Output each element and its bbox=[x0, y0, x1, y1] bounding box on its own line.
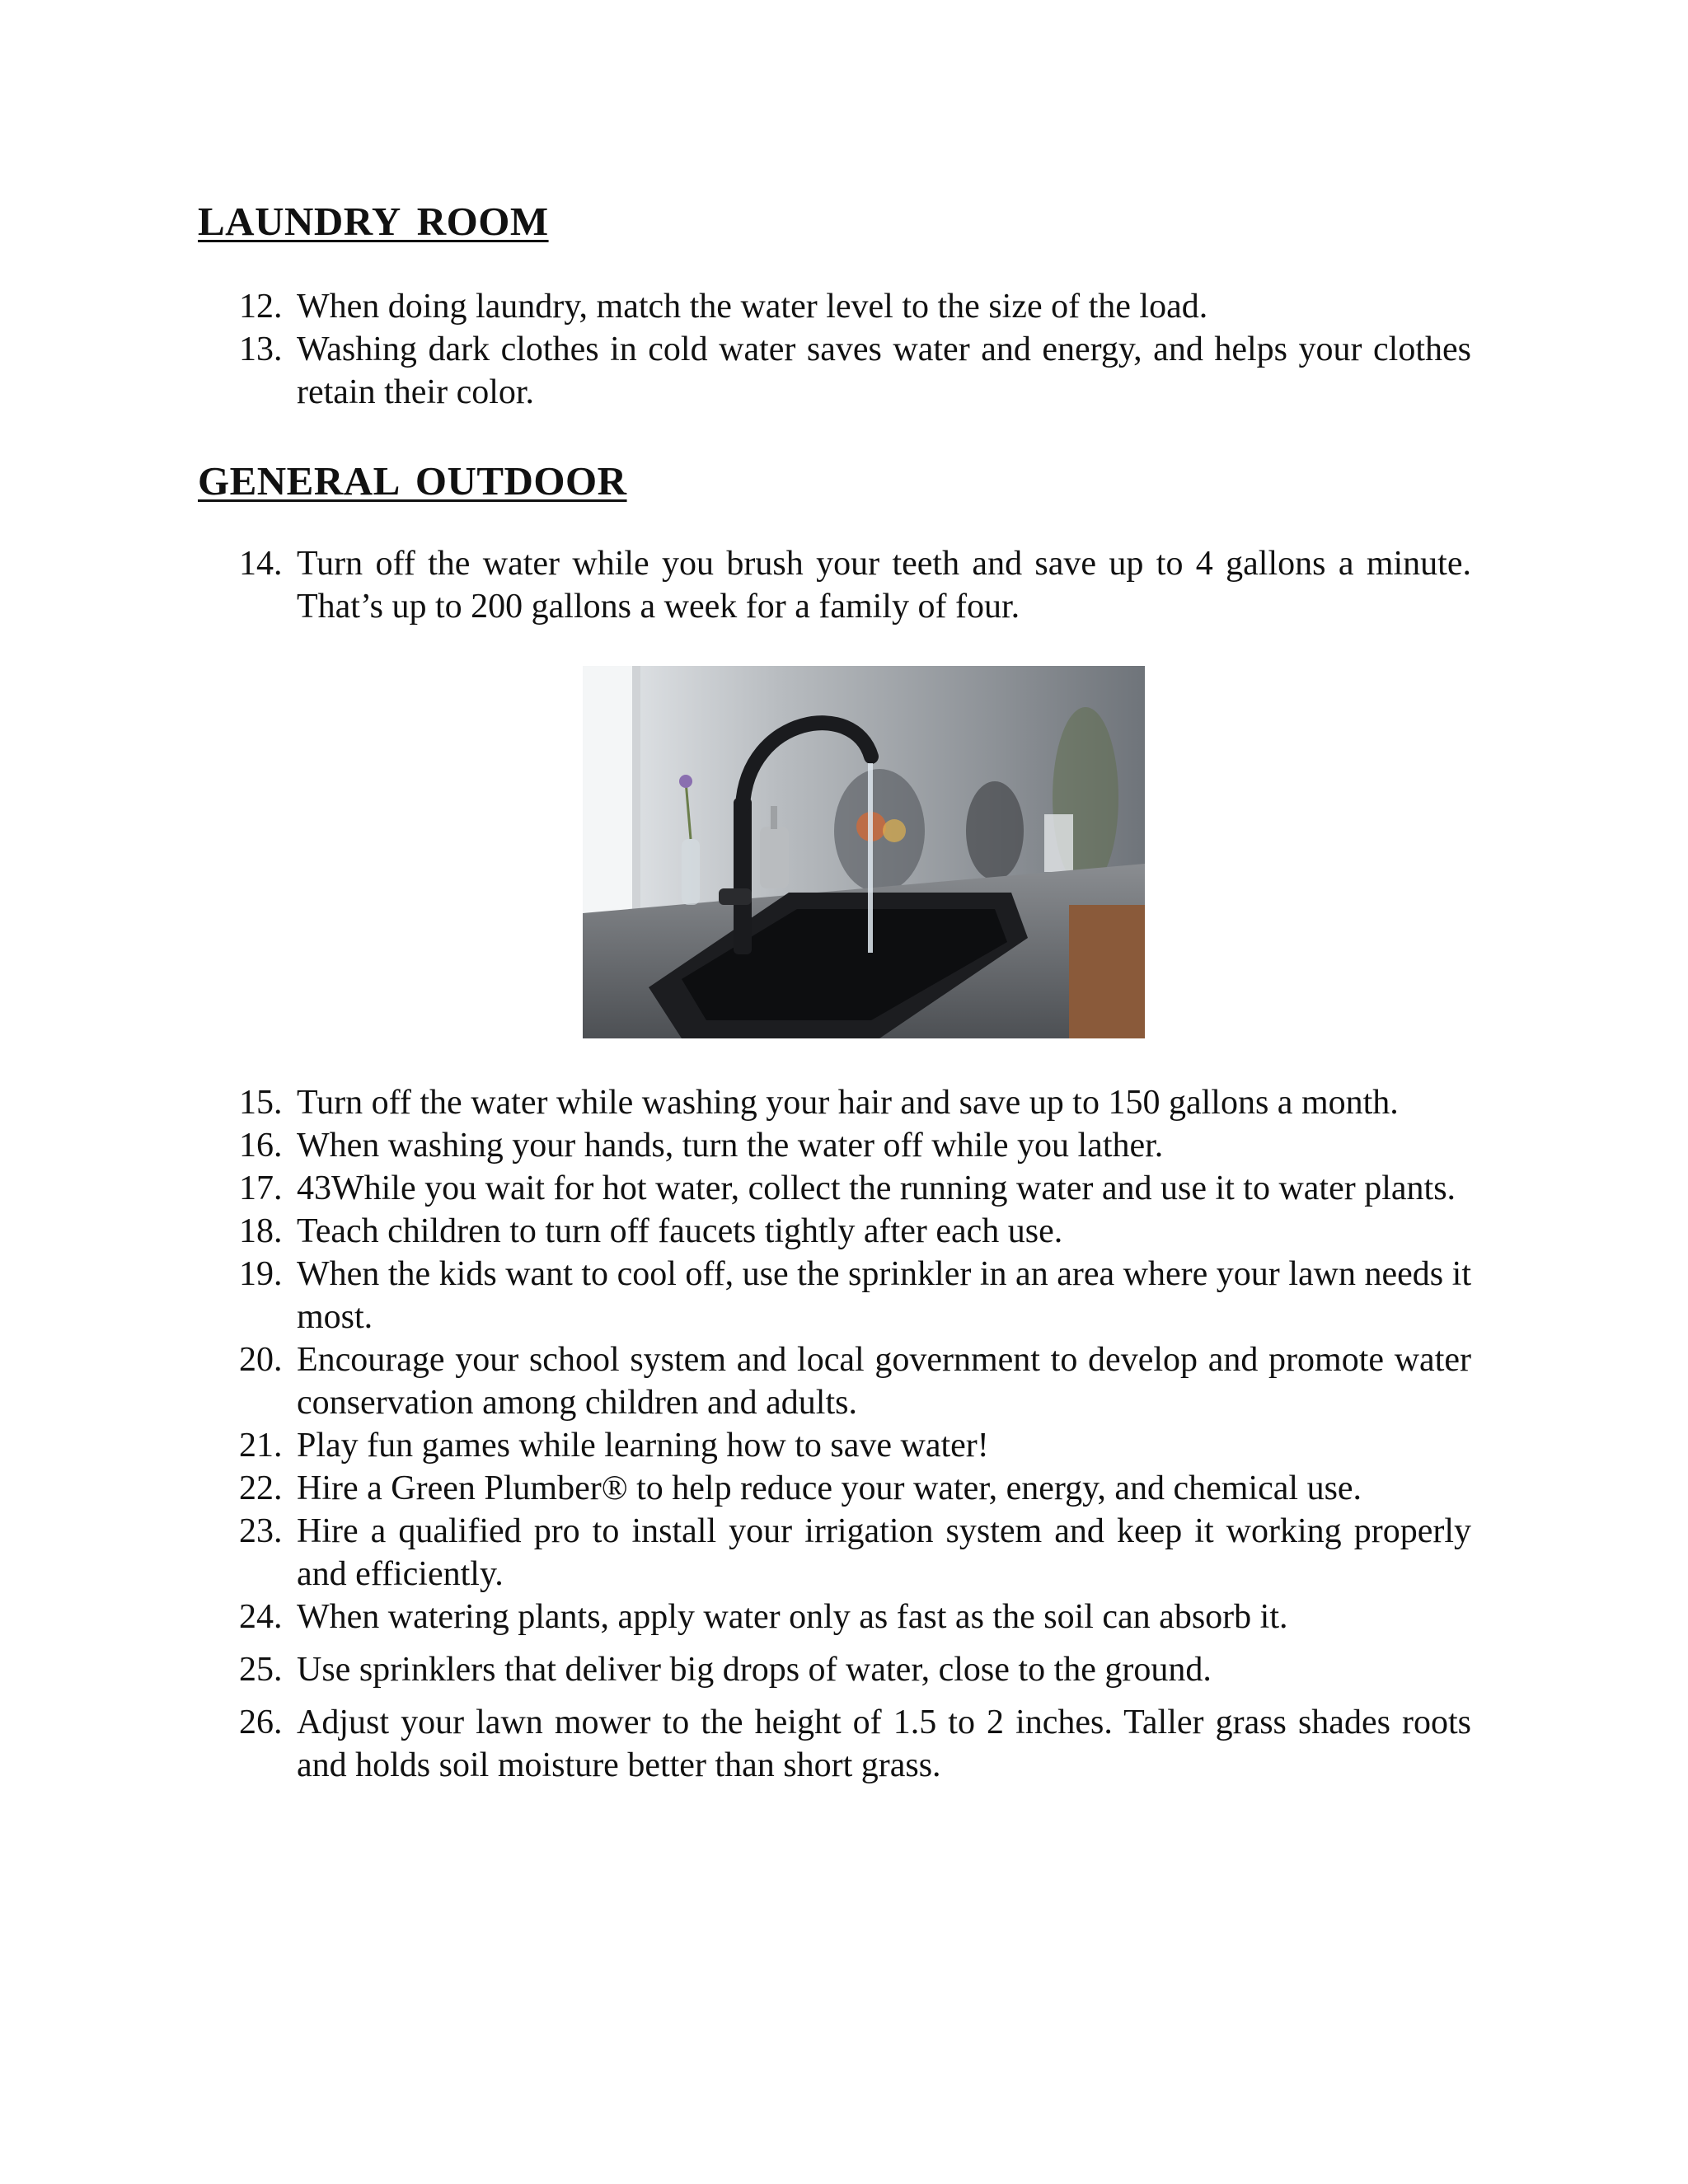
item-number: 18. bbox=[239, 1212, 283, 1250]
heading-general-outdoor: GENERAL OUTDOOR bbox=[198, 458, 627, 504]
item-number: 14. bbox=[239, 545, 283, 583]
heading-laundry-room: LAUNDRY ROOM bbox=[198, 199, 549, 244]
list-item bbox=[239, 1701, 1471, 1787]
item-number: 25. bbox=[239, 1651, 283, 1689]
item-text: Teach children to turn off faucets tightly after each use. bbox=[297, 1212, 1063, 1250]
list-item bbox=[239, 1510, 1471, 1596]
kitchen-faucet-photo-icon bbox=[583, 666, 1145, 1038]
list-item bbox=[239, 1081, 1471, 1124]
list-item bbox=[239, 328, 1471, 414]
list-item bbox=[239, 1648, 1471, 1691]
item-text: When washing your hands, turn the water off while you lather. bbox=[297, 1127, 1164, 1165]
item-text: Turn off the water while you brush your teeth and save up to 4 gallons a minute. That’s up to 200 gallons a week for a family of four. bbox=[297, 545, 1471, 626]
list-item bbox=[239, 1467, 1471, 1510]
list-outdoor-after-image bbox=[239, 1081, 1471, 1787]
list-item bbox=[239, 1253, 1471, 1338]
item-number: 22. bbox=[239, 1469, 283, 1507]
item-number: 21. bbox=[239, 1427, 283, 1465]
item-number: 13. bbox=[239, 330, 283, 368]
list-item bbox=[239, 1338, 1471, 1424]
item-text: Hire a Green Plumber® to help reduce your water, energy, and chemical use. bbox=[297, 1469, 1362, 1507]
item-number: 24. bbox=[239, 1598, 283, 1636]
item-number: 15. bbox=[239, 1084, 283, 1122]
item-text: Encourage your school system and local government to develop and promote water conservation among children and adults. bbox=[297, 1341, 1471, 1422]
item-text: When doing laundry, match the water level to the size of the load. bbox=[297, 288, 1208, 326]
item-number: 17. bbox=[239, 1169, 283, 1207]
item-number: 12. bbox=[239, 288, 283, 326]
list-item bbox=[239, 1596, 1471, 1638]
item-number: 19. bbox=[239, 1255, 283, 1293]
item-number: 26. bbox=[239, 1704, 283, 1741]
item-number: 23. bbox=[239, 1512, 283, 1550]
list-laundry bbox=[239, 285, 1471, 414]
item-number: 20. bbox=[239, 1341, 283, 1379]
item-text: When the kids want to cool off, use the sprinkler in an area where your lawn needs it most. bbox=[297, 1255, 1471, 1336]
list-item bbox=[239, 1424, 1471, 1467]
item-number: 16. bbox=[239, 1127, 283, 1165]
list-item bbox=[239, 1124, 1471, 1167]
item-text: Use sprinklers that deliver big drops of water, close to the ground. bbox=[297, 1651, 1212, 1689]
list-item bbox=[239, 285, 1471, 328]
item-text: Play fun games while learning how to save water! bbox=[297, 1427, 989, 1465]
item-text: Hire a qualified pro to install your irrigation system and keep it working properly and efficiently. bbox=[297, 1512, 1471, 1593]
list-item bbox=[239, 1167, 1471, 1210]
list-item bbox=[239, 542, 1471, 628]
item-text: Turn off the water while washing your hair and save up to 150 gallons a month. bbox=[297, 1084, 1399, 1122]
item-text: When watering plants, apply water only as fast as the soil can absorb it. bbox=[297, 1598, 1288, 1636]
item-text: Adjust your lawn mower to the height of 1.5 to 2 inches. Taller grass shades roots and holds soil moisture better than short grass. bbox=[297, 1704, 1471, 1784]
list-outdoor-before-image bbox=[239, 542, 1471, 628]
item-text: Washing dark clothes in cold water saves water and energy, and helps your clothes retain their color. bbox=[297, 330, 1471, 411]
list-item bbox=[239, 1210, 1471, 1253]
kitchen-faucet-photo bbox=[583, 666, 1145, 1038]
item-text: 43While you wait for hot water, collect the running water and use it to water plants. bbox=[297, 1169, 1456, 1207]
